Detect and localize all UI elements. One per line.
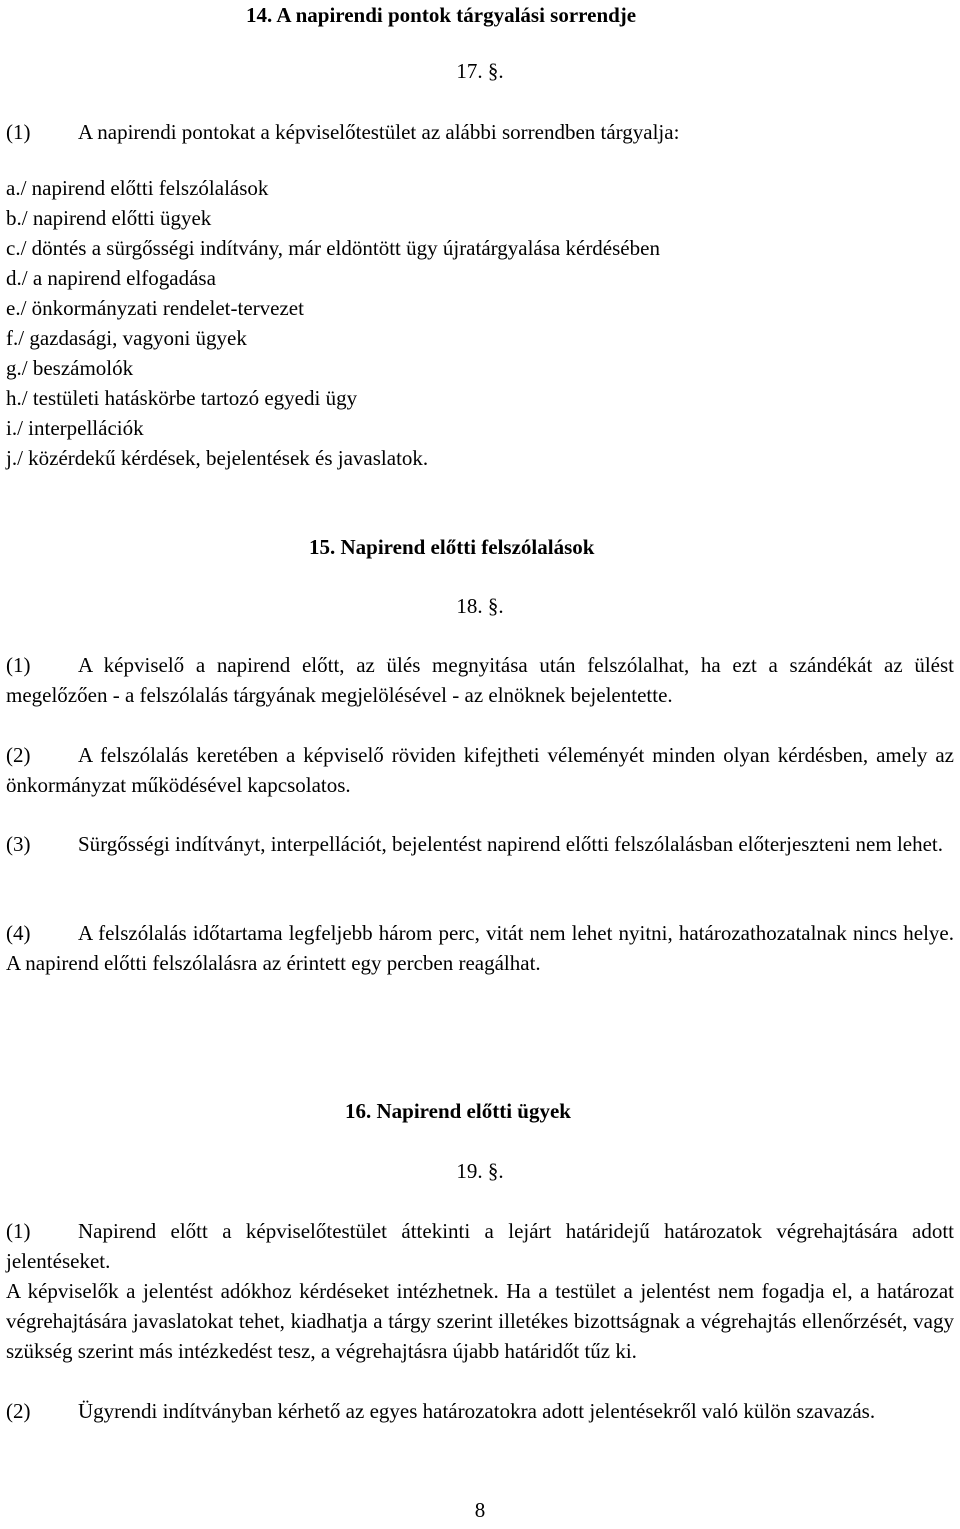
section-16-paragraph-1 xyxy=(6,1216,954,1276)
article-17-label: 17. §. xyxy=(456,59,504,83)
paragraph-text: A felszólalás keretében a képviselő röviden kifejtheti véleményét minden olyan kérdésben, amely az önkormányzat működésével kapcsolatos. xyxy=(6,743,954,797)
section-16-heading: 16. Napirend előtti ügyek xyxy=(345,1099,571,1123)
paragraph-text: A felszólalás időtartama legfeljebb három perc, vitát nem lehet nyitni, határozathozatalnak nincs helye. A napirend előtti felszólalásra az érintett egy percben reagálhat. xyxy=(6,921,954,975)
list-item: b./ napirend előtti ügyek xyxy=(6,206,212,230)
paragraph-text: A napirendi pontokat a képviselőtestület az alábbi sorrendben tárgyalja: xyxy=(78,120,680,144)
list-item: e./ önkormányzati rendelet-tervezet xyxy=(6,296,304,320)
paragraph-number: (4) xyxy=(6,921,31,945)
list-item: c./ döntés a sürgősségi indítvány, már eldöntött ügy újratárgyalása kérdésében xyxy=(6,236,660,260)
list-item: i./ interpellációk xyxy=(6,416,144,440)
list-item: d./ a napirend elfogadása xyxy=(6,266,216,290)
section-15-paragraph-2 xyxy=(6,740,954,800)
agenda-order-list xyxy=(6,173,946,473)
article-19-label: 19. §. xyxy=(456,1159,504,1183)
section-16-paragraph-2 xyxy=(6,1396,954,1426)
list-item: g./ beszámolók xyxy=(6,356,134,380)
section-16-paragraph-1-continuation: A képviselők a jelentést adókhoz kérdéseket intézhetnek. Ha a testület a jelentést nem fogadja el, a határozat végrehajtására javaslatokat tehet, kiadhatja a tárgy szerint illetékes bizottságnak a végrehajtás ellenőrzését, vagy szükség szerint más intézkedést tesz, a végrehajtásra újabb határidőt tűz ki. xyxy=(6,1279,954,1363)
paragraph-number: (1) xyxy=(6,1219,31,1243)
paragraph-text: Napirend előtt a képviselőtestület áttekinti a lejárt határidejű határozatok végrehajtására adott jelentéseket. xyxy=(6,1219,954,1273)
section-15-paragraph-1 xyxy=(6,650,954,710)
page-number: 8 xyxy=(474,1498,486,1522)
paragraph-number: (1) xyxy=(6,120,31,144)
list-item: f./ gazdasági, vagyoni ügyek xyxy=(6,326,247,350)
paragraph-text: Sürgősségi indítványt, interpellációt, bejelentést napirend előtti felszólalásban előterjeszteni nem lehet. xyxy=(78,832,944,856)
section-14-paragraph-1 xyxy=(6,117,954,147)
paragraph-number: (3) xyxy=(6,832,31,856)
section-15-paragraph-4 xyxy=(6,918,954,978)
section-15-heading: 15. Napirend előtti felszólalások xyxy=(309,535,595,559)
list-item: a./ napirend előtti felszólalások xyxy=(6,176,269,200)
section-15-paragraph-3 xyxy=(6,829,954,859)
paragraph-text: Ügyrendi indítványban kérhető az egyes határozatokra adott jelentésekről való külön szavazás. xyxy=(78,1399,876,1423)
paragraph-text: A képviselő a napirend előtt, az ülés megnyitása után felszólalhat, ha ezt a szándékát az ülést megelőzően - a felszólalás tárgyának megjelölésével - az elnöknek bejelentette. xyxy=(6,653,954,707)
paragraph-number: (2) xyxy=(6,743,31,767)
paragraph-number: (1) xyxy=(6,653,31,677)
list-item: h./ testületi hatáskörbe tartozó egyedi ügy xyxy=(6,386,358,410)
article-18-label: 18. §. xyxy=(456,594,504,618)
list-item: j./ közérdekű kérdések, bejelentések és javaslatok. xyxy=(6,446,429,470)
paragraph-number: (2) xyxy=(6,1399,31,1423)
section-14-heading: 14. A napirendi pontok tárgyalási sorrendje xyxy=(246,3,637,27)
